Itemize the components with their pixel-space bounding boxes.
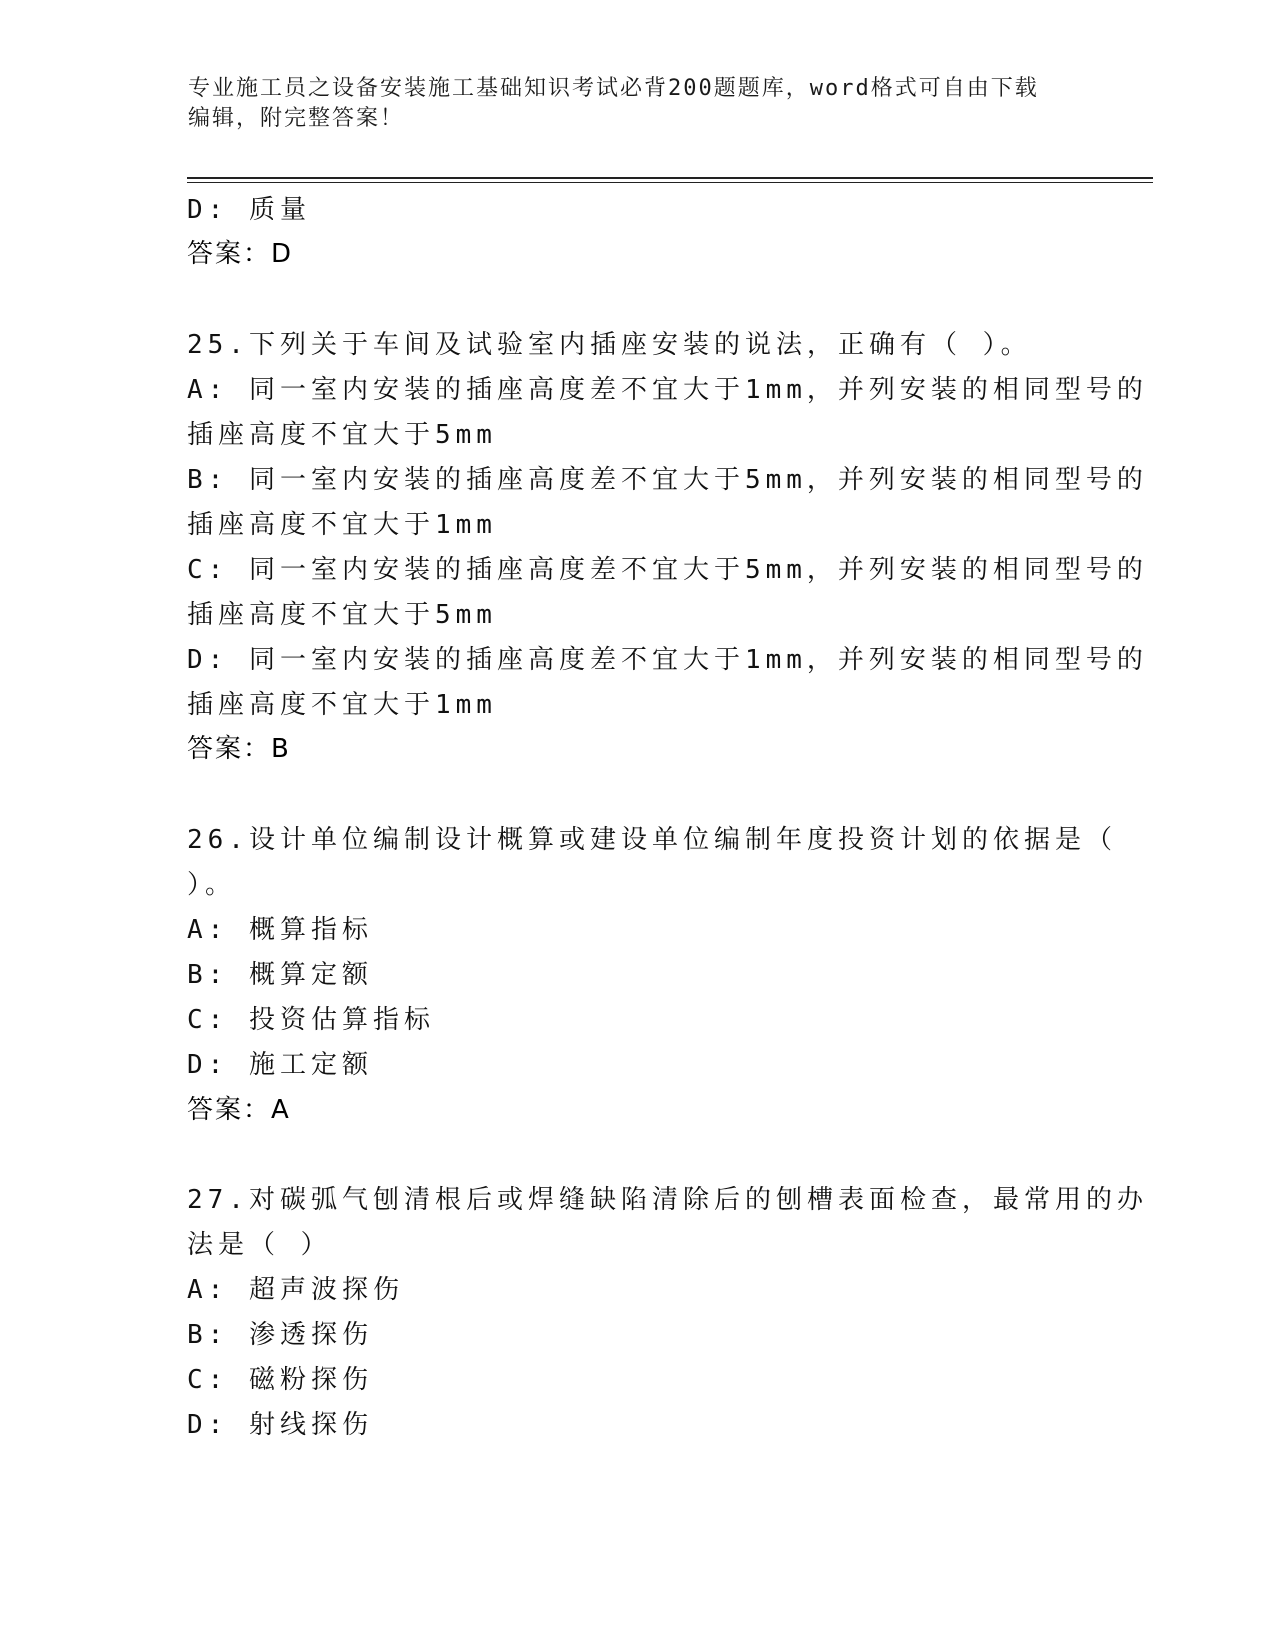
q27-question-line1: 27.对碳弧气刨清根后或焊缝缺陷清除后的刨槽表面检查，最常用的办 (187, 1185, 1148, 1215)
q25-option-b-line2: 插座高度不宜大于1mm (187, 510, 497, 540)
q26-option-b: B: 概算定额 (187, 960, 373, 990)
q25-option-c-line2: 插座高度不宜大于5mm (187, 600, 497, 630)
q25-option-d-line2: 插座高度不宜大于1mm (187, 690, 497, 720)
q27-option-b: B: 渗透探伤 (187, 1320, 373, 1350)
header-divider-thick (187, 177, 1153, 179)
q26-answer: 答案：A (187, 1095, 291, 1125)
q25-option-b-line1: B: 同一室内安装的插座高度差不宜大于5mm，并列安装的相同型号的 (187, 465, 1148, 495)
q25-question: 25.下列关于车间及试验室内插座安装的说法，正确有（ ）。 (187, 330, 1032, 360)
document-header (188, 74, 1068, 134)
q26-question-line1: 26.设计单位编制设计概算或建设单位编制年度投资计划的依据是（ (187, 825, 1117, 855)
q26-question-line2: ）。 (187, 870, 237, 900)
q26-option-c: C: 投资估算指标 (187, 1005, 435, 1035)
q25-option-a-line2: 插座高度不宜大于5mm (187, 420, 497, 450)
header-line-1: 专业施工员之设备安装施工基础知识考试必背200题题库，word格式可自由下载 (188, 76, 1039, 101)
q25-option-c-line1: C: 同一室内安装的插座高度差不宜大于5mm，并列安装的相同型号的 (187, 555, 1148, 585)
q26-option-a: A: 概算指标 (187, 915, 373, 945)
q25-option-a-line1: A: 同一室内安装的插座高度差不宜大于1mm，并列安装的相同型号的 (187, 375, 1148, 405)
q25-answer: 答案：B (187, 734, 291, 764)
header-line-2: 编辑，附完整答案！ (188, 106, 405, 131)
q27-question-line2: 法是（ ） (187, 1230, 332, 1260)
q25-option-d-line1: D: 同一室内安装的插座高度差不宜大于1mm，并列安装的相同型号的 (187, 645, 1148, 675)
q26-option-d: D: 施工定额 (187, 1050, 373, 1080)
prev-answer: 答案：D (187, 239, 294, 269)
q27-option-a: A: 超声波探伤 (187, 1275, 404, 1305)
q27-option-c: C: 磁粉探伤 (187, 1365, 373, 1395)
header-divider-thin (187, 182, 1153, 183)
q27-option-d: D: 射线探伤 (187, 1410, 373, 1440)
prev-option-d: D: 质量 (187, 195, 311, 225)
